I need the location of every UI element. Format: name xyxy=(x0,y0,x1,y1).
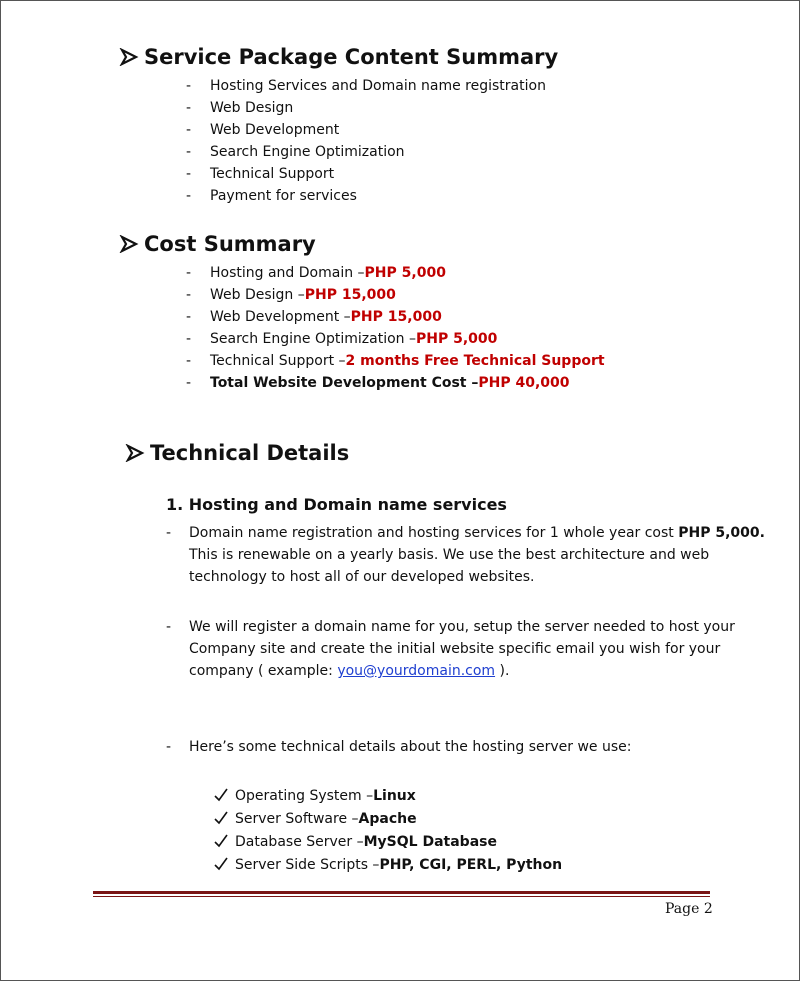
paragraph-line: Domain name registration and hosting services for 1 whole year cost PHP 5,000. xyxy=(189,525,765,541)
list-item: - Payment for services xyxy=(186,188,357,204)
checklist-item: Server Software – Apache xyxy=(213,808,562,830)
paragraph-hosting-cost xyxy=(189,522,769,588)
section-title: Technical Details xyxy=(150,441,350,465)
section-heading-technical-details xyxy=(125,441,349,465)
paragraph-line: This is renewable on a yearly basis. We use the best architecture and web xyxy=(189,547,710,563)
checkmark-icon xyxy=(213,785,235,807)
paragraph-line: Company site and create the initial website specific email you wish for your xyxy=(189,641,721,657)
checklist-item: Server Side Scripts – PHP, CGI, PERL, Python xyxy=(213,854,562,876)
footer-divider xyxy=(93,891,710,894)
paragraph-line: company ( example: you@yourdomain.com ). xyxy=(189,663,510,679)
cost-item: - Technical Support – 2 months Free Technical Support xyxy=(186,353,605,369)
example-email-link[interactable]: you@yourdomain.com xyxy=(337,663,496,679)
service-package-list xyxy=(186,75,546,207)
checklist-item: Database Server – MySQL Database xyxy=(213,831,562,853)
cost-item-total: - Total Website Development Cost – PHP 40,000 xyxy=(186,375,570,391)
section-heading-service-package xyxy=(119,45,558,69)
paragraph-server-intro: Here’s some technical details about the hosting server we use: xyxy=(189,739,632,755)
list-item: - Hosting Services and Domain name registration xyxy=(186,78,546,94)
section-title: Service Package Content Summary xyxy=(144,45,559,69)
cost-summary-list xyxy=(186,262,605,394)
page-number: Page 2 xyxy=(665,901,713,917)
arrow-bullet-icon xyxy=(119,235,141,253)
cost-item: - Hosting and Domain – PHP 5,000 xyxy=(186,265,446,281)
arrow-bullet-icon xyxy=(125,444,147,462)
checkmark-icon xyxy=(213,831,235,853)
paragraph-dash: - xyxy=(166,619,172,635)
paragraph-domain-registration xyxy=(189,616,769,682)
section-title: Cost Summary xyxy=(144,232,316,256)
section-heading-cost-summary xyxy=(119,232,316,256)
arrow-bullet-icon xyxy=(119,48,141,66)
paragraph-line: We will register a domain name for you, setup the server needed to host your xyxy=(189,619,735,635)
footer-divider-thin xyxy=(93,896,710,897)
list-item: - Technical Support xyxy=(186,166,335,182)
paragraph-dash: - xyxy=(166,739,172,755)
cost-item: - Web Design – PHP 15,000 xyxy=(186,287,396,303)
list-item: - Web Development xyxy=(186,122,340,138)
checklist-item: Operating System – Linux xyxy=(213,785,562,807)
paragraph-dash: - xyxy=(166,525,172,541)
list-item: - Search Engine Optimization xyxy=(186,144,405,160)
checkmark-icon xyxy=(213,808,235,830)
server-details-list xyxy=(213,785,562,876)
checkmark-icon xyxy=(213,854,235,876)
cost-item: - Web Development – PHP 15,000 xyxy=(186,309,442,325)
paragraph-line: technology to host all of our developed websites. xyxy=(189,569,535,585)
subheading-hosting-domain: 1. Hosting and Domain name services xyxy=(166,495,507,514)
list-item: - Web Design xyxy=(186,100,294,116)
cost-item: - Search Engine Optimization – PHP 5,000 xyxy=(186,331,498,347)
